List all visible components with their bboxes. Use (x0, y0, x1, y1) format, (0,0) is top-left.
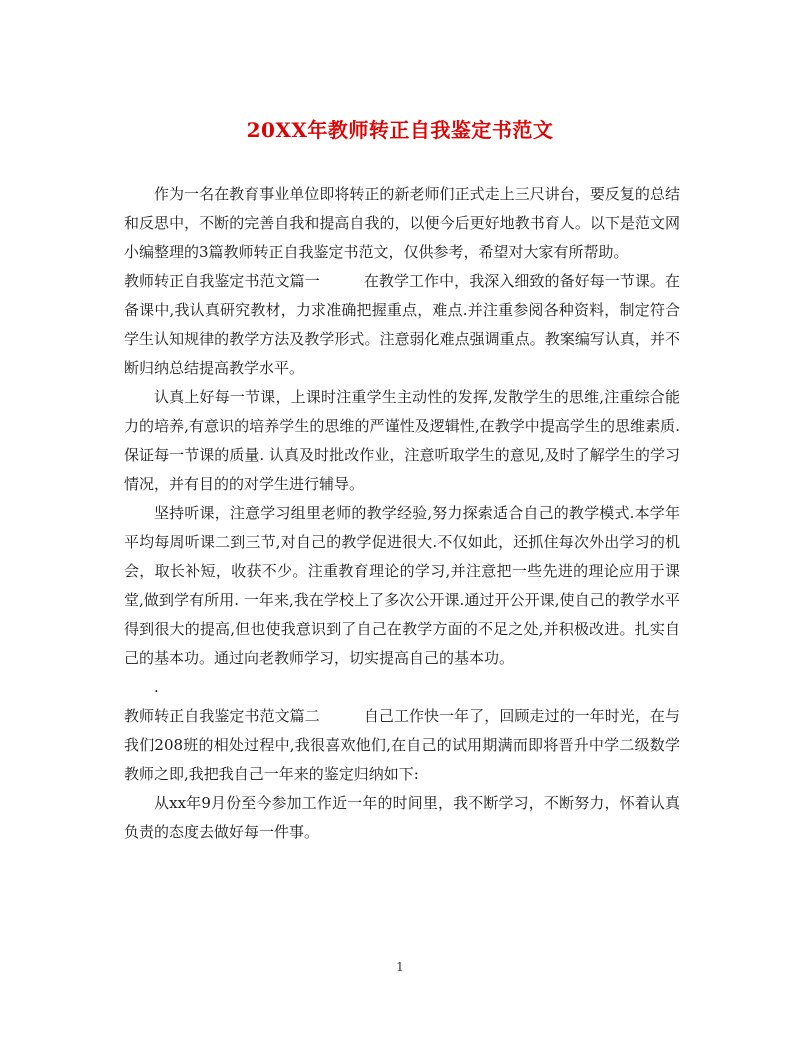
section1-paragraph-2: 认真上好每一节课，上课时注重学生主动性的发挥,发散学生的思维,注重综合能力的培养,有意识的培养学生的思维的严谨性及逻辑性,在教学中提高学生的思维素质.保证每一节课的质量. 认真及时批改作业，注意听取学生的意见,及时了解学生的学习情况，并有目的的对学生进行辅导。 (124, 388, 680, 493)
document-body (124, 180, 680, 847)
section2-first-text: 自己工作快一年了，回顾走过的一年时光，在与我们208班的相处过程中,我很喜欢他们,在自己的试用期满而即将晋升中学二级数学教师之即,我把我自己一年来的鉴定归纳如下: (124, 707, 680, 783)
section1-first-text: 在教学工作中，我深入细致的备好每一节课。在备课中,我认真研究教材，力求准确把握重点，难点.并注重参阅各种资料，制定符合学生认知规律的教学方法及教学形式。注意弱化难点强调重点。教案编写认真，并不断归纳总结提高教学水平。 (124, 272, 680, 377)
page-number: 1 (396, 960, 404, 974)
section2-heading: 教师转正自我鉴定书范文篇二 (124, 707, 320, 725)
section1-first-paragraph (124, 267, 680, 383)
section2-first-paragraph (124, 702, 680, 789)
section1-paragraph-3: 坚持听课，注意学习组里老师的教学经验,努力探索适合自己的教学模式.本学年平均每周听课二到三节,对自己的教学促进很大.不仅如此，还抓住每次外出学习的机会，取长补短，收获不少。注重教育理论的学习,并注意把一些先进的理论应用于课堂,做到学有所用. 一年来,我在学校上了多次公开课.通过开公开课,使自己的教学水平得到很大的提高,但也使我意识到了自己在教学方面的不足之处,并积极改进。扎实自己的基本功。通过向老教师学习，切实提高自己的基本功。 (124, 504, 680, 667)
section2-paragraph-2: 从xx年9月份至今参加工作近一年的时间里，我不断学习，不断努力，怀着认真负责的态度去做好每一件事。 (124, 794, 680, 841)
document-title: 20XX年教师转正自我鉴定书范文 (246, 118, 554, 142)
section1-heading: 教师转正自我鉴定书范文篇一 (124, 272, 320, 290)
separator-dot: . (154, 678, 159, 696)
intro-paragraph: 作为一名在教育事业单位即将转正的新老师们正式走上三尺讲台，要反复的总结和反思中，不断的完善自我和提高自我的，以便今后更好地教书育人。以下是范文网小编整理的3篇教师转正自我鉴定书范文，仅供参考，希望对大家有所帮助。 (124, 185, 680, 261)
